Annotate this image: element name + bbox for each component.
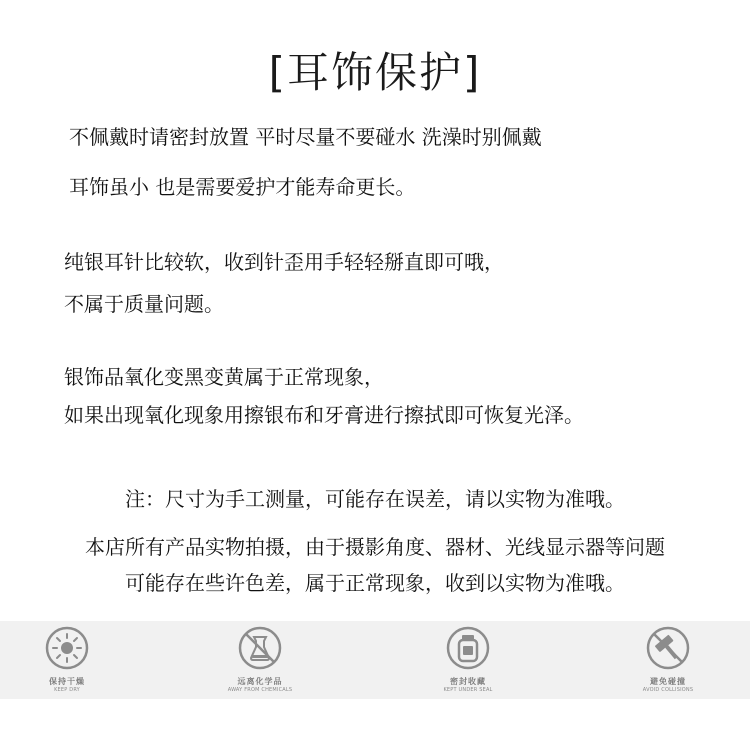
- note-line-3: 可能存在些许色差，属于正常现象，收到以实物为准哦。: [125, 571, 625, 595]
- silver-pin-line-1: 纯银耳针比较软，收到针歪用手轻轻掰直即可哦，: [64, 250, 504, 274]
- feature-label-cn: 密封收藏: [450, 677, 486, 686]
- care-line-1: 不佩戴时请密封放置 平时尽量不要碰水 洗澡时别佩戴: [69, 125, 542, 149]
- feature-keep-dry: [0, 621, 137, 699]
- feature-label-en: AVOID COLLISIONS: [642, 687, 694, 693]
- jar-icon: [445, 625, 491, 671]
- feature-kept-under-seal: [398, 621, 538, 699]
- oxidation-line-1: 银饰品氧化变黑变黄属于正常现象，: [64, 365, 384, 389]
- feature-label-cn: 保持干燥: [49, 677, 85, 686]
- note-line-1: 注：尺寸为手工测量，可能存在误差，请以实物为准哦。: [125, 487, 625, 511]
- feature-away-from-chemicals: [190, 621, 330, 699]
- feature-label-en: KEEP DRY: [54, 687, 80, 693]
- no-hammer-icon: [645, 625, 691, 671]
- feature-label-cn: 远离化学品: [237, 677, 283, 686]
- sun-icon: [44, 625, 90, 671]
- oxidation-line-2: 如果出现氧化现象用擦银布和牙膏进行擦拭即可恢复光泽。: [64, 403, 584, 427]
- feature-label-en: AWAY FROM CHEMICALS: [227, 687, 293, 693]
- note-line-2: 本店所有产品实物拍摄，由于摄影角度、器材、光线显示器等问题: [85, 535, 665, 559]
- feature-label-en: KEPT UNDER SEAL: [443, 687, 493, 693]
- feature-label-cn: 避免碰撞: [650, 677, 686, 686]
- care-line-2: 耳饰虽小 也是需要爱护才能寿命更长。: [69, 175, 416, 199]
- page-title: [耳饰保护]: [268, 48, 482, 97]
- care-icons-band: [0, 621, 750, 699]
- silver-pin-line-2: 不属于质量问题。: [64, 292, 224, 316]
- feature-avoid-collisions: [598, 621, 738, 699]
- no-chemicals-icon: [237, 625, 283, 671]
